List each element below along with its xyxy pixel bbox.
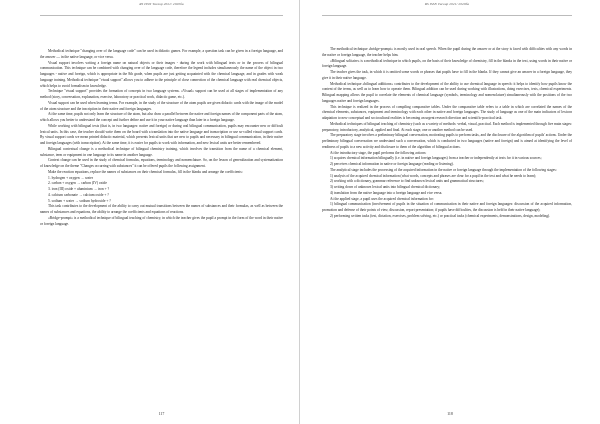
paragraph: This task contributes to the development of the ability to carry out mutual transitions between the names of substances and their formulas, as well as between the names of substances and equations, the ability to arrange the coefficients and equations of reactions.: [40, 204, 283, 214]
paragraph: Technique "visual support" provides the formation of concepts in two language systems. «Visual» support can be used at all stages of implementation of any method (story, conversation, explanation, exercise, laboratory or practical work, didactic game, etc.).: [40, 89, 283, 99]
list-item: 1. hydrogen + oxygen → water: [48, 175, 93, 180]
list-item: 2) working with a dictionary, grammar reference to find unknown lexical units and grammatical structures;: [330, 179, 484, 184]
paragraph: The preparatory stage involves a preliminary bilingual conversation, motivating pupils to perform tasks, and the disclosure of the algorithm of pupils' actions. Under the preliminary bilingual conversation we understand such a conversation, which is conducted in two languages (native and foreign) and is aimed at identifying the level of readiness of pupils to a new activity and disclosure to them of the algorithm of bilingual actions.: [322, 133, 572, 149]
paragraph: At the applied stage, a pupil uses the acquired chemical information for:: [330, 196, 434, 201]
paragraph: Methodical technique "changing over of the language code" can be used in didactic games. For example, a question task can be given in a foreign language, and the answer — in the native language, or vice versa.: [40, 49, 283, 59]
paragraph: This technique is realized in the process of compiling comparative tables. Under the comparative table refers to a table in which are correlated the names of the chemical elements, substances, equipment and terminology with each other in native and foreign languages. The study of language as one of the main indicators of lexicon adaptation to new conceptual and sociocultural realities is becoming an urgent research direction and scientific-practical task.: [322, 104, 572, 120]
paragraph: At the introductory stage, the pupil performs the following actions:: [330, 150, 427, 155]
running-head-left: RS ISSN Тасвир 2021/ 2020ба: [40, 2, 283, 16]
paragraph: Context change can be used in the study of chemical formulas, equations, terminology and nomenclature. So, on the lesson of generalization and systematization of knowledge on the theme "Changes occurring with substances" it can be offered pupils the following assignment.: [40, 158, 283, 168]
running-head-right: RS ISSN Тасвир 2021/ 2020ба: [322, 2, 572, 16]
paragraph: Visual support can be used when learning terms. For example, in the study of the structure of the atom pupils are given didactic cards with the image of the model of the atom structure and the inscription in their native and foreign languages.: [40, 100, 283, 111]
paragraph: «Bridge-prompt» is a methodical technique of bilingual teaching of chemistry, in which the teacher gives the pupil a prompt in the form of the word in their native or foreign language.: [40, 215, 283, 226]
list-item: 5. sodium + water → sodium hydroxide + ?: [48, 198, 111, 203]
list-item: 1) bilingual communication (involvement of pupils in the situation of communication in their native and foreign languages: discussion of the acquired information, promotion and defense of their points of view, discussion, report presentation; if pupils have difficulties, the discussion is held in their native language);: [322, 202, 572, 212]
list-item: 3. iron (III) oxide + aluminium → iron + ?: [48, 187, 110, 191]
list-item: 1) acquires chemical information bilingually (i.e. in native and foreign languages) from a teacher or independently at texts for it in various sources;: [330, 156, 542, 161]
paragraph: At the same time, pupils not only learn the structure of the atom, but also draw a parallel between the native and foreign names of the component parts of the atom, which allows you better to understand the concept and further define and use it in your native language than later in a foreign language.: [40, 112, 283, 122]
paragraph: The teacher gives the task, in which it is omitted some words or phrases that pupils have to fill in the blanks. If they cannot give an answer in a foreign language, they give it in their native language.: [322, 70, 572, 80]
paragraph: Visual support involves writing a foreign name on natural objects or their images - during the work with bilingual texts or in the process of bilingual communication. This technique can be combined with changing over of the language code, therefore the legend includes simultaneously the name of the object in two languages - native and foreign, which is appropriate in the 8th grade, when pupils are just getting acquainted with the chemical language, and in grades with weak language training. Methodical technique "visual support" allows you to adhere to the principle of close connection of the chemical language with real chemical objects, which helps to avoid formalism in knowledge.: [40, 60, 283, 88]
list-item: 2) perceives chemical information in native or foreign language (reading or listening).: [330, 162, 454, 166]
page-number-right: 118: [447, 411, 453, 416]
list-item: 4. calcium carbonate → calcium oxide + ?: [48, 192, 109, 197]
list-item: 2. carbon + oxygen → carbon (IV) oxide: [48, 181, 107, 186]
paragraph: While working with bilingual texts (that is, in two languages: native and foreign) or during oral bilingual communication, pupils may encounter new or difficult lexical units. In this case, the teacher should write them on the board with a translation into the native language and transcription or use so-called visual support cards. By visual support cards we mean printed didactic material, which presents lexical units that are new to pupils and necessary in bilingual communication, in their native and foreign languages (with transcription). At the same time, it is easier for pupils to work with information, and new lexical units are better remembered.: [40, 123, 283, 145]
paragraph: Make the reaction equations, replace the names of substances on their chemical formulas, fill in the blanks and arrange the coefficients:: [48, 169, 243, 174]
list-item: 3) writing down of unknown lexical units into bilingual chemical dictionary;: [330, 185, 441, 189]
paragraph: Methodical technique «bilingual additions» contributes to the development of the ability to use chemical language in speech: it helps to identify how pupils know the content of the terms, as well as to learn how to operate them. Bilingual addition can be used during working with illustrations, doing exercises, tests, chemical experiments. Bilingual mapping allows the pupil to correlate the elements of chemical language (symbols, terminology and nomenclature) simultaneously with the positions of the two languages native and foreign languages.: [322, 81, 572, 103]
right-page: [300, 0, 600, 424]
left-page-body: [40, 49, 283, 227]
paragraph: The methodical technique «bridge-prompt» is mostly used in oral speech. When the pupil during the answer or at the story is faced with difficulties with any words in the native or foreign language, the teacher helps him.: [322, 47, 572, 57]
page-number-left: 117: [158, 411, 165, 416]
list-item: 4) translation from the native language into a foreign language and vice versa.: [330, 190, 443, 195]
paragraph: Methodical techniques of bilingual teaching of chemistry (such as a variety of methods: verbal, visual, practical. Each method is implemented through five main stages: preparatory, introductory, analytical, applied and final. At each stage, one or another method can be used.: [322, 121, 572, 132]
paragraph: Bilingual contextual change is a methodical technique of bilingual chemistry training, which involves the transition from the name of a chemical element, substance, term or equipment in one language to its name in another language.: [40, 146, 283, 157]
right-page-body: [322, 47, 572, 220]
list-item: 1) analysis of the acquired chemical information (what words, concepts and phrases are clear for a pupil in the text and what he needs to learn);: [330, 173, 537, 178]
list-item: 2) performing written tasks (test, dictation, exercises, problem solving, etc.) or practical tasks (chemical experiments, demonstrations, design, modeling).: [330, 213, 551, 218]
paragraph: «Bilingual solitaire» is a methodical technique in which pupils, on the basis of their knowledge of chemistry, fill in the blanks in the text, using words in their native or foreign language.: [322, 58, 572, 69]
paragraph: The analytical stage includes the processing of the acquired information in the native or foreign language through the implementation of the following stages:: [330, 167, 557, 172]
